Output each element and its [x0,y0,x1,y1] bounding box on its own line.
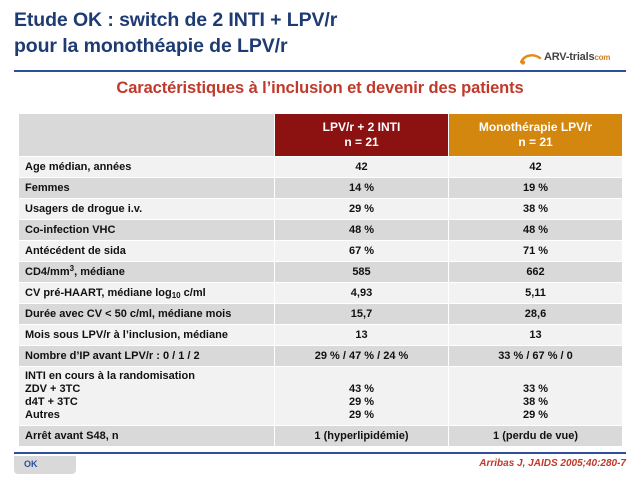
nrti-a-autres: 29 % [348,409,375,421]
table-row [19,220,623,241]
table-row-discontinuation [19,426,623,447]
nrti-b-zdv-3tc: 33 % [522,383,549,395]
row-value-b: 19 % [449,178,623,199]
nrti-group-title: INTI en cours à la randomisation [25,370,195,382]
row-label: $CD4/mm^3$, médiane [19,262,275,283]
table-row [19,325,623,346]
title-line-1: Etude OK : switch de 2 INTI + LPV/r [14,9,338,31]
spacer [275,370,448,383]
table-row [19,262,623,283]
column-header-combination-line1: LPV/r + 2 INTI [322,120,401,134]
row-label: Usagers de drogue i.v. [19,199,275,220]
row-value-b-group [449,367,623,426]
row-value-a: 13 [275,325,449,346]
swoosh-icon [520,53,542,65]
row-label-group [19,367,275,426]
table-row [19,178,623,199]
row-label: CV pré-HAART, médiane $\log_{10} c/ml$ [19,283,275,304]
logo-suffix: com [594,53,611,62]
nrti-b-d4t-3tc: 38 % [522,396,549,408]
arv-trials-logo [520,48,630,68]
column-header-combination-line2: n = 21 [344,135,379,149]
title-line-2: pour la monothéapie de LPV/r [14,35,288,57]
row-label: Age médian, années [19,157,275,178]
nrti-option-autres: Autres [25,409,60,421]
logo-name: ARV-trials [544,51,595,63]
spacer [449,370,622,383]
row-value-a: 1 (hyperlipidémie) [275,426,449,447]
row-value-a: 67 % [275,241,449,262]
table-row [19,241,623,262]
row-value-a-group [275,367,449,426]
column-header-combination [275,114,449,157]
column-header-monotherapy-line2: n = 21 [518,135,553,149]
row-value-a: 48 % [275,220,449,241]
row-value-b: 13 [449,325,623,346]
row-label: Femmes [19,178,275,199]
header-divider [14,70,626,72]
table-corner-cell [19,114,275,157]
table-row [19,346,623,367]
column-header-monotherapy [449,114,623,157]
table-row [19,199,623,220]
table-header-row [19,114,623,157]
table-header [19,114,623,157]
page-title [14,7,514,59]
patient-characteristics-table [18,113,623,447]
nrti-option-zdv-3tc: ZDV + 3TC [25,383,81,395]
slide-header [0,0,640,73]
logo-text [544,51,610,63]
footer-study-tab-label: OK [24,459,38,469]
row-label: Antécédent de sida [19,241,275,262]
row-value-a: 4,93 [275,283,449,304]
row-label: Nombre d’IP avant LPV/r : 0 / 1 / 2 [19,346,275,367]
row-label: Arrêt avant S48, n [19,426,275,447]
table-row [19,157,623,178]
row-value-b: 71 % [449,241,623,262]
row-value-b: 28,6 [449,304,623,325]
nrti-b-autres: 29 % [522,409,549,421]
row-value-b: 38 % [449,199,623,220]
row-value-a: 15,7 [275,304,449,325]
row-value-b: 48 % [449,220,623,241]
row-value-a: 29 % / 47 % / 24 % [275,346,449,367]
row-label: Co-infection VHC [19,220,275,241]
row-label: Durée avec CV < 50 c/ml, médiane mois [19,304,275,325]
nrti-a-zdv-3tc: 43 % [348,383,375,395]
nrti-a-d4t-3tc: 29 % [348,396,375,408]
row-value-b: 33 % / 67 % / 0 [449,346,623,367]
row-value-a: 29 % [275,199,449,220]
slide-subtitle: Caractéristiques à l’inclusion et devenir des patients [116,79,524,97]
table-row [19,304,623,325]
row-value-a: 585 [275,262,449,283]
column-header-monotherapy-line1: Monothérapie LPV/r [478,120,593,134]
nrti-option-d4t-3tc: d4T + 3TC [25,396,78,408]
row-value-a: 42 [275,157,449,178]
row-value-b: 1 (perdu de vue) [449,426,623,447]
row-value-b: 662 [449,262,623,283]
table-row [19,283,623,304]
table-body [19,157,623,447]
row-value-b: 42 [449,157,623,178]
row-label: Mois sous LPV/r à l’inclusion, médiane [19,325,275,346]
footer-study-tab [14,456,76,474]
row-value-b: 5,11 [449,283,623,304]
data-table-container [18,113,622,447]
footer-divider [14,452,626,454]
table-row-nrti-backbone [19,367,623,426]
row-value-a: 14 % [275,178,449,199]
citation-reference: Arribas J, JAIDS 2005;40:280-7 [479,458,626,469]
